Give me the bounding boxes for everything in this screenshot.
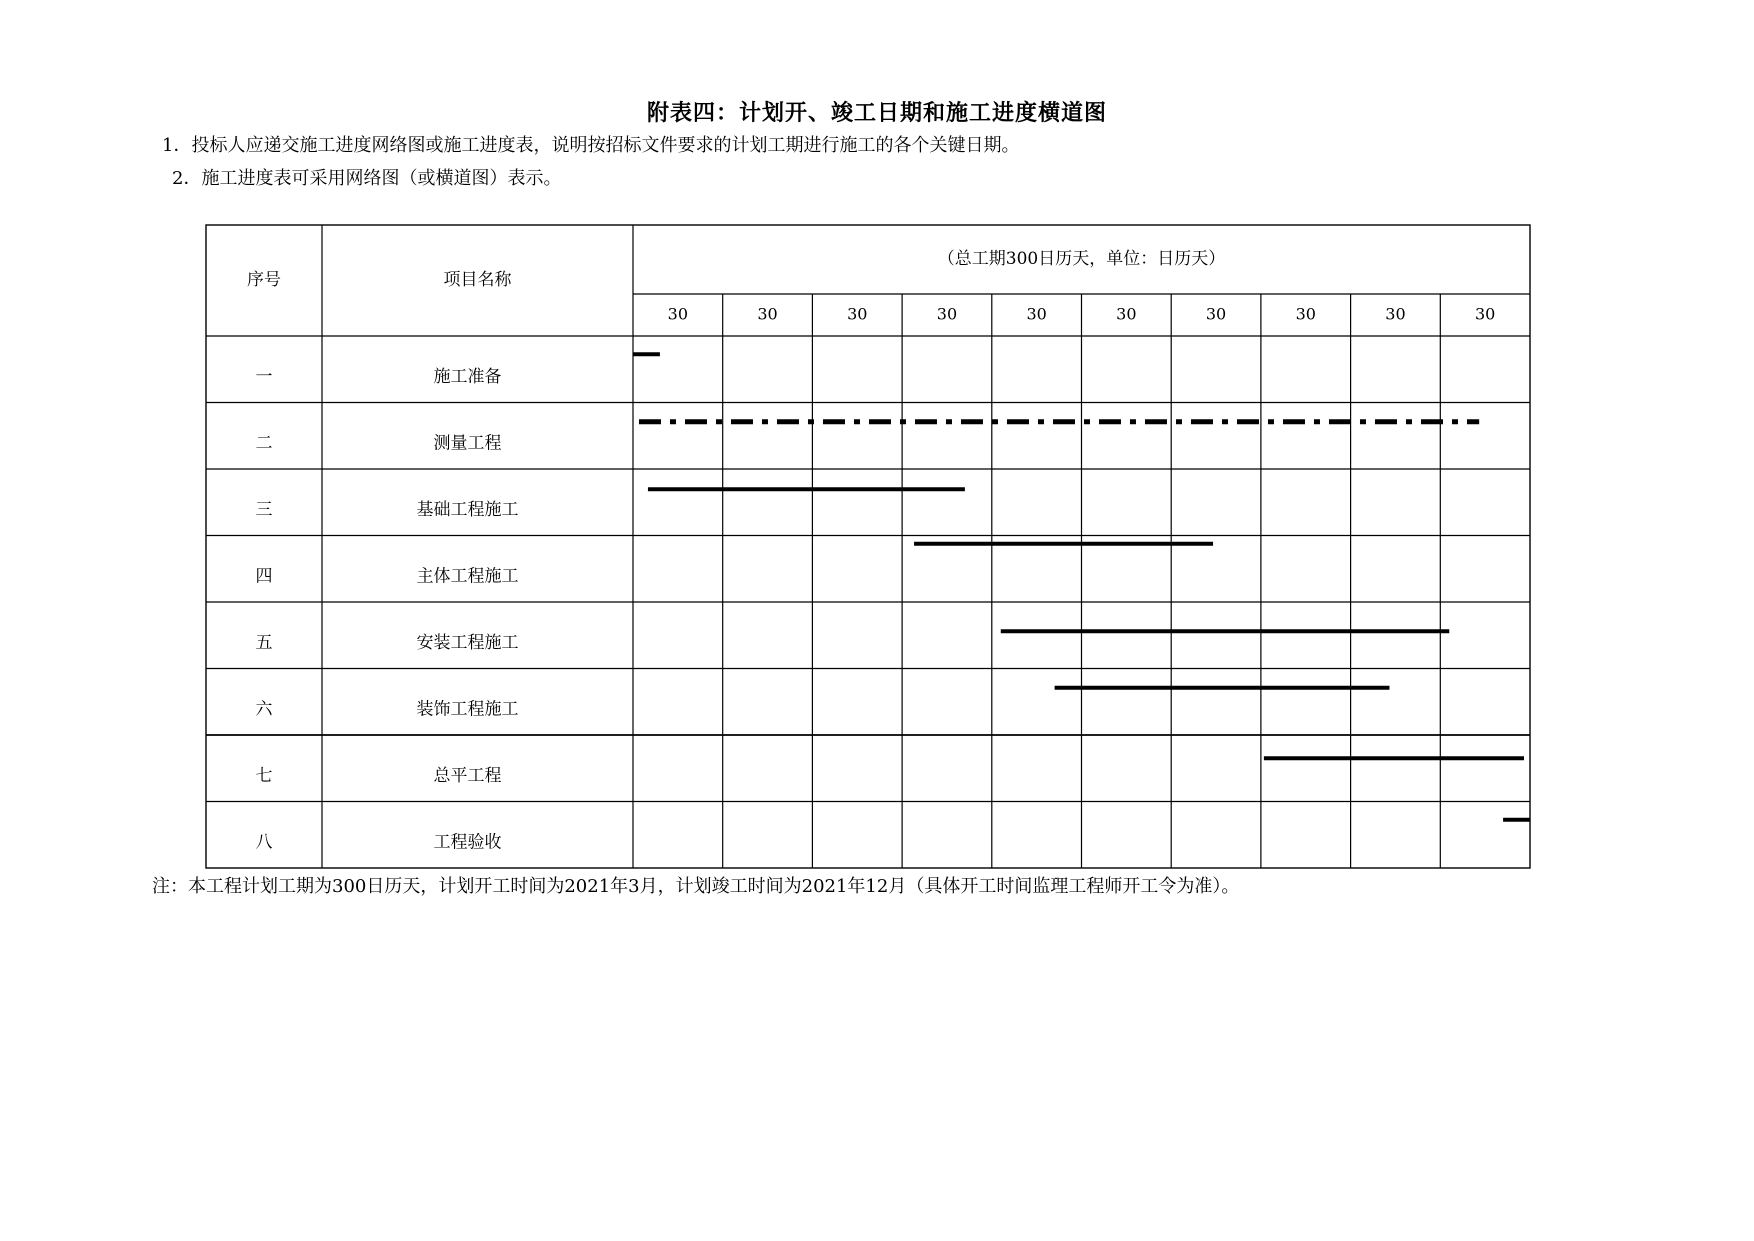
- page-title: 附表四：计划开、竣工日期和施工进度横道图: [646, 100, 1107, 126]
- column-label: 30: [1474, 304, 1496, 324]
- row-name: 安装工程施工: [416, 632, 519, 653]
- column-label: 30: [1295, 304, 1316, 324]
- header-name: 项目名称: [443, 270, 512, 290]
- header-period: （总工期300日历天，单位：日历天）: [937, 249, 1226, 269]
- column-label: 30: [1116, 304, 1137, 324]
- row-seq: 二: [255, 433, 273, 454]
- row-seq: 四: [255, 566, 273, 587]
- row-seq: 六: [255, 699, 273, 720]
- header-seq: 序号: [247, 270, 281, 290]
- table-border: [206, 225, 1530, 868]
- column-label: 30: [667, 304, 689, 324]
- row-seq: 三: [255, 499, 273, 520]
- row-seq: 五: [255, 632, 273, 653]
- column-label: 30: [1205, 304, 1227, 324]
- row-name: 装饰工程施工: [416, 699, 519, 720]
- column-label: 30: [936, 304, 958, 324]
- column-label: 30: [757, 304, 778, 324]
- row-seq: 一: [255, 366, 273, 387]
- row-name: 工程验收: [433, 832, 502, 853]
- note-2: 2．施工进度表可采用网络图（或横道图）表示。: [172, 168, 562, 189]
- row-name: 主体工程施工: [416, 566, 519, 587]
- row-name: 总平工程: [433, 765, 502, 786]
- column-label: 30: [1026, 304, 1047, 324]
- row-seq: 七: [255, 765, 273, 786]
- column-label: 30: [847, 304, 868, 324]
- footnote: 注：本工程计划工期为300日历天，计划开工时间为2021年3月，计划竣工时间为2021年12月（具体开工时间监理工程师开工令为准）。: [152, 876, 1240, 897]
- row-seq: 八: [255, 832, 273, 853]
- row-name: 基础工程施工: [416, 499, 519, 520]
- column-label: 30: [1385, 304, 1406, 324]
- note-1: 1．投标人应递交施工进度网络图或施工进度表，说明按招标文件要求的计划工期进行施工的各个关键日期。: [162, 135, 1020, 156]
- row-name: 施工准备: [433, 366, 502, 387]
- row-name: 测量工程: [433, 433, 502, 454]
